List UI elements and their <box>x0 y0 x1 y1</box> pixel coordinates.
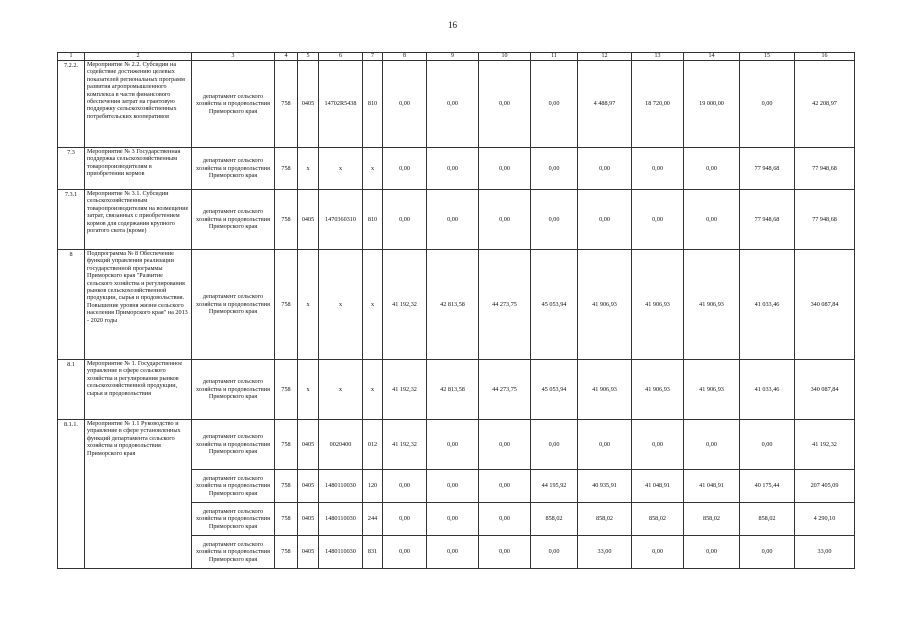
table-row <box>58 148 855 190</box>
code-cell: x <box>363 250 383 360</box>
amount-cell: 41 048,91 <box>632 470 684 503</box>
amount-cell: 0,00 <box>479 61 531 148</box>
amount-cell: 0,00 <box>479 503 531 536</box>
code-cell: 810 <box>363 190 383 250</box>
code-cell: 0405 <box>298 470 319 503</box>
amount-cell: 42 813,58 <box>427 250 479 360</box>
table-row <box>58 360 855 420</box>
amount-cell: 0,00 <box>383 470 427 503</box>
department-cell: департамент сельского хозяйства и продовольствия Приморского края <box>192 190 275 250</box>
amount-cell: 0,00 <box>632 148 684 190</box>
code-cell: 244 <box>363 503 383 536</box>
amount-cell: 0,00 <box>531 190 578 250</box>
header-row <box>58 53 855 61</box>
code-cell: x <box>298 360 319 420</box>
amount-cell: 0,00 <box>427 536 479 569</box>
amount-cell: 44 195,92 <box>531 470 578 503</box>
header-cell: 14 <box>684 53 740 61</box>
row-title: Мероприятие № 3.1. Субсидии сельскохозяйственным товаропроизводителям на возмещение затрат, связанных с приобретением кормов для содержания крупного рогатого скота (кроме) <box>85 190 192 250</box>
code-cell: 758 <box>275 420 298 470</box>
amount-cell: 41 906,93 <box>684 250 740 360</box>
code-cell: 14702R5438 <box>319 61 363 148</box>
amount-cell: 0,00 <box>740 536 795 569</box>
code-cell: x <box>298 148 319 190</box>
amount-cell: 0,00 <box>632 420 684 470</box>
amount-cell: 44 273,75 <box>479 250 531 360</box>
header-cell: 8 <box>383 53 427 61</box>
amount-cell: 0,00 <box>684 420 740 470</box>
header-cell: 6 <box>319 53 363 61</box>
header-cell: 4 <box>275 53 298 61</box>
code-cell: x <box>319 148 363 190</box>
amount-cell: 0,00 <box>427 61 479 148</box>
code-cell: 0405 <box>298 61 319 148</box>
amount-cell: 0,00 <box>578 190 632 250</box>
department-cell: департамент сельского хозяйства и продовольствия Приморского края <box>192 503 275 536</box>
code-cell: 831 <box>363 536 383 569</box>
code-cell: x <box>363 360 383 420</box>
amount-cell: 44 273,75 <box>479 360 531 420</box>
amount-cell: 41 192,32 <box>383 250 427 360</box>
row-number: 8.1.1. <box>58 420 85 569</box>
amount-cell: 33,00 <box>795 536 855 569</box>
department-cell: департамент сельского хозяйства и продовольствия Приморского края <box>192 536 275 569</box>
amount-cell: 0,00 <box>578 148 632 190</box>
table-row <box>58 61 855 148</box>
header-cell: 12 <box>578 53 632 61</box>
row-number: 7.3 <box>58 148 85 190</box>
code-cell: x <box>298 250 319 360</box>
code-cell: x <box>363 148 383 190</box>
amount-cell: 0,00 <box>632 536 684 569</box>
amount-cell: 0,00 <box>479 470 531 503</box>
amount-cell: 0,00 <box>740 420 795 470</box>
amount-cell: 0,00 <box>427 503 479 536</box>
amount-cell: 41 906,93 <box>684 360 740 420</box>
code-cell: 758 <box>275 470 298 503</box>
amount-cell: 0,00 <box>632 190 684 250</box>
amount-cell: 41 906,93 <box>578 360 632 420</box>
code-cell: 758 <box>275 536 298 569</box>
amount-cell: 41 906,93 <box>632 360 684 420</box>
table-body <box>58 61 855 569</box>
amount-cell: 45 053,94 <box>531 250 578 360</box>
amount-cell: 340 087,84 <box>795 360 855 420</box>
amount-cell: 42 813,58 <box>427 360 479 420</box>
amount-cell: 0,00 <box>427 420 479 470</box>
amount-cell: 0,00 <box>383 61 427 148</box>
amount-cell: 0,00 <box>479 148 531 190</box>
amount-cell: 0,00 <box>684 148 740 190</box>
code-cell: 120 <box>363 470 383 503</box>
budget-table <box>57 52 855 569</box>
amount-cell: 40 175,44 <box>740 470 795 503</box>
header-cell: 1 <box>58 53 85 61</box>
code-cell: 810 <box>363 61 383 148</box>
table-row <box>58 190 855 250</box>
page-number: 16 <box>448 20 457 30</box>
amount-cell: 0,00 <box>479 536 531 569</box>
amount-cell: 0,00 <box>531 61 578 148</box>
amount-cell: 0,00 <box>427 190 479 250</box>
amount-cell: 4 290,10 <box>795 503 855 536</box>
amount-cell: 18 720,00 <box>632 61 684 148</box>
amount-cell: 0,00 <box>740 61 795 148</box>
amount-cell: 41 048,91 <box>684 470 740 503</box>
row-number: 7.3.1 <box>58 190 85 250</box>
amount-cell: 41 033,46 <box>740 360 795 420</box>
code-cell: 758 <box>275 61 298 148</box>
department-cell: департамент сельского хозяйства и продовольствия Приморского края <box>192 360 275 420</box>
amount-cell: 858,02 <box>740 503 795 536</box>
amount-cell: 41 906,93 <box>578 250 632 360</box>
row-title: Мероприятие № 1. Государственное управление в сфере сельского хозяйства и регулирования рынков сельскохозяйственной продукции, сырья и продовольствия <box>85 360 192 420</box>
code-cell: 758 <box>275 190 298 250</box>
code-cell: 1470360310 <box>319 190 363 250</box>
code-cell: 0020400 <box>319 420 363 470</box>
code-cell: 758 <box>275 503 298 536</box>
header-cell: 10 <box>479 53 531 61</box>
amount-cell: 0,00 <box>578 420 632 470</box>
amount-cell: 41 906,93 <box>632 250 684 360</box>
header-cell: 3 <box>192 53 275 61</box>
code-cell: 0405 <box>298 420 319 470</box>
header-cell: 2 <box>85 53 192 61</box>
amount-cell: 0,00 <box>383 148 427 190</box>
code-cell: 012 <box>363 420 383 470</box>
table-row <box>58 250 855 360</box>
amount-cell: 77 948,68 <box>795 190 855 250</box>
header-cell: 7 <box>363 53 383 61</box>
header-cell: 5 <box>298 53 319 61</box>
amount-cell: 41 033,46 <box>740 250 795 360</box>
row-number: 7.2.2. <box>58 61 85 148</box>
code-cell: 1480110030 <box>319 470 363 503</box>
header-cell: 13 <box>632 53 684 61</box>
code-cell: x <box>319 360 363 420</box>
amount-cell: 0,00 <box>479 190 531 250</box>
amount-cell: 33,00 <box>578 536 632 569</box>
amount-cell: 858,02 <box>632 503 684 536</box>
code-cell: x <box>319 250 363 360</box>
amount-cell: 858,02 <box>531 503 578 536</box>
amount-cell: 77 948,68 <box>740 148 795 190</box>
amount-cell: 4 488,97 <box>578 61 632 148</box>
amount-cell: 77 948,68 <box>795 148 855 190</box>
table-row <box>58 420 855 470</box>
amount-cell: 40 935,91 <box>578 470 632 503</box>
amount-cell: 0,00 <box>531 536 578 569</box>
amount-cell: 41 192,32 <box>383 360 427 420</box>
amount-cell: 858,02 <box>684 503 740 536</box>
amount-cell: 19 000,00 <box>684 61 740 148</box>
header-cell: 15 <box>740 53 795 61</box>
row-title: Мероприятие № 1.1 Руководство и управление в сфере установленных функций департамента сельского хозяйства и продовольствия Приморского края <box>85 420 192 569</box>
row-number: 8.1 <box>58 360 85 420</box>
amount-cell: 0,00 <box>479 420 531 470</box>
department-cell: департамент сельского хозяйства и продовольствия Приморского края <box>192 470 275 503</box>
code-cell: 0405 <box>298 190 319 250</box>
amount-cell: 0,00 <box>427 470 479 503</box>
code-cell: 758 <box>275 360 298 420</box>
amount-cell: 0,00 <box>684 190 740 250</box>
amount-cell: 0,00 <box>531 148 578 190</box>
amount-cell: 0,00 <box>383 190 427 250</box>
amount-cell: 0,00 <box>531 420 578 470</box>
header-cell: 16 <box>795 53 855 61</box>
department-cell: департамент сельского хозяйства и продовольствия Приморского края <box>192 148 275 190</box>
code-cell: 758 <box>275 148 298 190</box>
code-cell: 758 <box>275 250 298 360</box>
amount-cell: 207 405,09 <box>795 470 855 503</box>
amount-cell: 0,00 <box>383 503 427 536</box>
row-number: 8 <box>58 250 85 360</box>
row-title: Мероприятие № 3 Государственная поддержка сельскохозяйственным товаропроизводителям в приобретении кормов <box>85 148 192 190</box>
amount-cell: 42 208,97 <box>795 61 855 148</box>
amount-cell: 0,00 <box>427 148 479 190</box>
amount-cell: 41 192,32 <box>795 420 855 470</box>
amount-cell: 0,00 <box>684 536 740 569</box>
row-title: Подпрограмма № 8 Обеспечение функций управления реализации государственной программы Приморского края "Развитие сельского хозяйства и регулирования рынков сельскохозяйственной продукции, сырья и продовольствия. Повышение уровня жизни сельского населения Приморского края" на 2013 - 2020 годы <box>85 250 192 360</box>
amount-cell: 45 053,94 <box>531 360 578 420</box>
amount-cell: 41 192,32 <box>383 420 427 470</box>
code-cell: 1480110030 <box>319 536 363 569</box>
amount-cell: 0,00 <box>383 536 427 569</box>
code-cell: 0405 <box>298 536 319 569</box>
amount-cell: 340 087,84 <box>795 250 855 360</box>
header-cell: 9 <box>427 53 479 61</box>
header-cell: 11 <box>531 53 578 61</box>
department-cell: департамент сельского хозяйства и продовольствия Приморского края <box>192 61 275 148</box>
code-cell: 0405 <box>298 503 319 536</box>
department-cell: департамент сельского хозяйства и продовольствия Приморского края <box>192 420 275 470</box>
department-cell: департамент сельского хозяйства и продовольствия Приморского края <box>192 250 275 360</box>
code-cell: 1480110030 <box>319 503 363 536</box>
row-title: Мероприятие № 2.2. Субсидии на содействие достижению целевых показателей региональных программ развития агропромышленного комплекса в части финансового обеспечения затрат на грантовую поддержку сельскохозяйственных потребительских кооперативов <box>85 61 192 148</box>
amount-cell: 77 948,68 <box>740 190 795 250</box>
amount-cell: 858,02 <box>578 503 632 536</box>
